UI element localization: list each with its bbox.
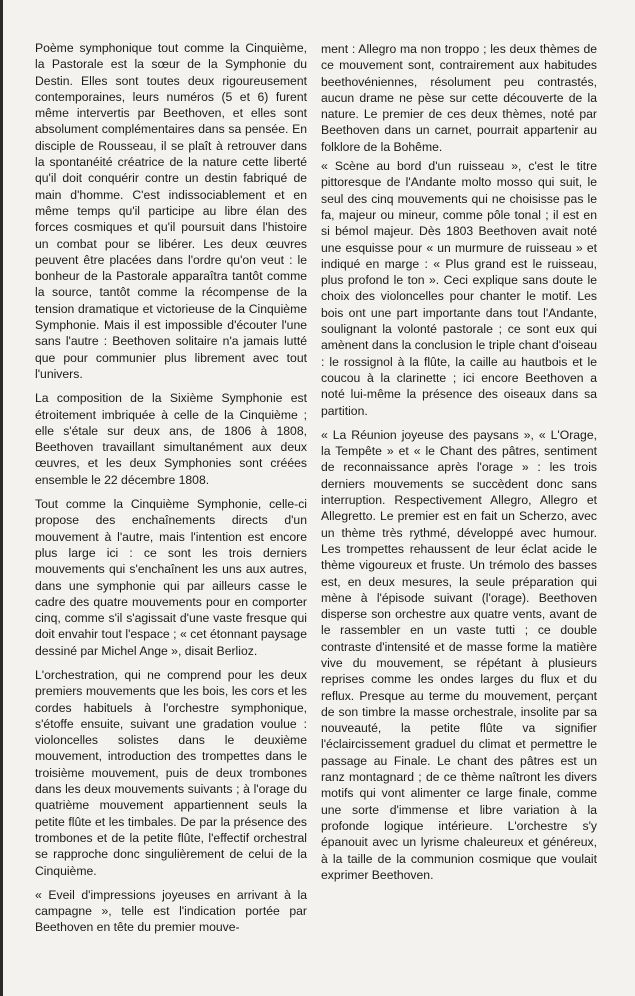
paragraph-intro: Poème symphonique tout comme la Cinquième, la Pastorale est la sœur de la Symphonie du Destin. Elles sont toutes deux rigoureusement contemporaines, leurs numéros (5 et 6) furent même intervertis par Beethoven, et elles sont absolument complémentaires dans sa pensée. En disciple de Rousseau, il se plaît à retrouver dans la spontanéité créatrice de la nature cette liberté qu'il doit conquérir contre un destin fabriqué de main d'homme. C'est indissociablement et en même temps qu'il participe au libre élan des forces cosmiques et qu'il poursuit dans l'histoire un combat pour se libérer. Les deux œuvres peuvent être placées dans l'ordre qu'on veut : le bonheur de la Pastorale apparaîtra tantôt comme la source, tantôt comme la récompense de la tension dramatique et victorieuse de la Cinquième Symphonie. Mais il est impossible d'écouter l'une sans l'autre : Beethoven solitaire n'a jamais lutté que pour communier plus librement avec tout l'univers. xyxy=(35,41,307,381)
paragraph-andante: « Scène au bord d'un ruisseau », c'est le titre pittoresque de l'Andante molto mosso qui suit, le seul des cinq mouvements qui ne choisisse pas le fa, majeur ou mineur, comme pôle tonal ; il est en si bémol majeur. Dès 1803 Beethoven avait noté une esquisse pour « un murmure de ruisseau » et indiqué en marge : « Plus grand est le ruisseau, plus profond le ton ». Ceci explique sans doute le choix des violoncelles pour chanter le motif. Les bois ont une part importante dans tout l'Andante, soulignant la volonté pastorale ; ce sont eux qui amènent dans la conclusion le triple chant d'oiseau : le rossignol à la flûte, la caille au hautbois et le coucou à la clarinette ; ici encore Beethoven a noté lui-même la présence des oiseaux dans sa partition. xyxy=(321,159,597,418)
left-column xyxy=(35,40,307,944)
paragraph-final-movements: « La Réunion joyeuse des paysans », « L'Orage, la Tempête » et « le Chant des pâtres, sentiment de reconnaissance après l'orage » : les trois derniers mouvements se succèdent donc sans interruption. Respectivement Allegro, Allegro et Allegretto. Le premier est en fait un Scherzo, avec un thème très rythmé, développé avec humour. Les trompettes rehaussent de leur éclat acide le thème vigoureux et fruste. Un trémolo des basses est, en deux mesures, la seule préparation qui mène à l'épisode suivant (l'orage). Beethoven disperse son orchestre aux quatre vents, avant de le rassembler en un vaste tutti ; ce double contraste d'intensité et de masse forme la matière vive du mouvement, se répétant à plusieurs reprises comme les ondes larges du flux et du reflux. Presque au terme du mouvement, perçant de son timbre la masse orchestrale, insolite par sa nouveauté, la petite flûte va signifier l'éclaircissement graduel du climat et permettre le passage au Finale. Le chant des pâtres est un ranz montagnard ; de ce thème naîtront les divers motifs qui vont alimenter ce large finale, comme une sorte d'immense et libre variation à la profonde logique intérieure. L'orchestre s'y épanouit avec un lyrisme chaleureux et généreux, à la taille de la communion cosmique que voulait exprimer Beethoven. xyxy=(321,427,597,882)
right-column xyxy=(321,41,597,891)
paragraph-enchainements: Tout comme la Cinquième Symphonie, celle-ci propose des enchaînements directs d'un mouvement à l'autre, mais l'intention est encore plus large ici : ce sont les trois derniers mouvements qui s'enchaînent les uns aux autres, dans une symphonie qui par ailleurs casse le cadre des quatre mouvements pour en comporter cinq, comme s'il s'agissait d'une vaste fresque qui doit envahir tout l'espace ; « cet étonnant paysage dessiné par Michel Ange », disait Berlioz. xyxy=(35,497,307,658)
paragraph-first-movement-cont: ment : Allegro ma non troppo ; les deux thèmes de ce mouvement sont, contrairement aux habitudes beethovéniennes, résolument peu contrastés, aucun drame ne pèse sur cette découverte de la nature. Le premier de ces deux thèmes, noté par Beethoven dans un carnet, pourrait appartenir au folklore de la Bohême. xyxy=(321,42,597,154)
paragraph-composition: La composition de la Sixième Symphonie est étroitement imbriquée à celle de la Cinquième ; elle s'étale sur deux ans, de 1806 à 1808, Beethoven travaillant simultanément aux deux œuvres, et les deux Symphonies sont créées ensemble le 22 décembre 1808. xyxy=(35,391,307,487)
paragraph-orchestration: L'orchestration, qui ne comprend pour les deux premiers mouvements que les bois, les cors et les cordes habituels à l'orchestre symphonique, s'étoffe ensuite, suivant une gradation voulue : violoncelles solistes dans le deuxième mouvement, introduction des trompettes dans le troisième mouvement, puis de deux trombones dans les deux mouvements suivants ; à l'orage du quatrième mouvement appartiennent seuls la petite flûte et les timbales. De par la présence des trombones et de la petite flûte, l'effectif orchestral se rapproche donc singulièrement de celui de la Cinquième. xyxy=(35,667,307,878)
paragraph-first-movement: « Eveil d'impressions joyeuses en arrivant à la campagne », telle est l'indication portée par Beethoven en tête du premier mouve- xyxy=(35,887,307,935)
